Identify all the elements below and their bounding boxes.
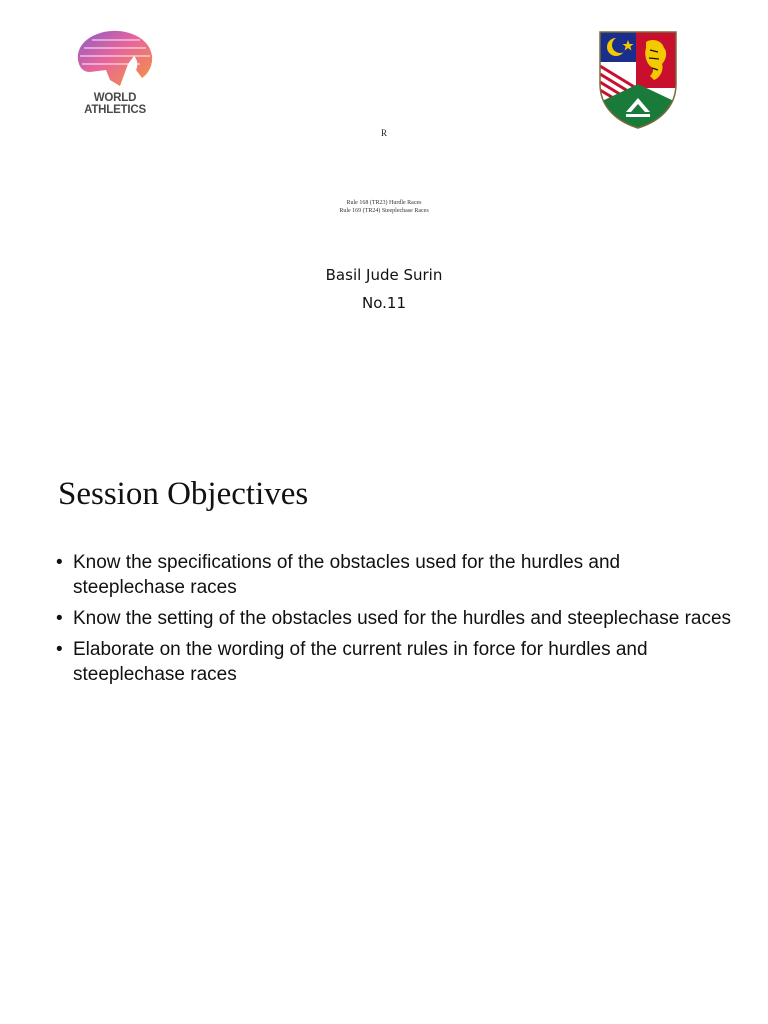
malaysia-crest-logo <box>596 28 680 132</box>
objectives-list <box>56 550 736 693</box>
objective-text: Elaborate on the wording of the current rules in force for hurdles and steeplechase races <box>73 639 648 685</box>
small-mark: R <box>380 128 387 138</box>
bullet-icon: • <box>56 552 63 573</box>
world-athletics-wordmark <box>70 92 160 116</box>
author-number: No.11 <box>362 294 406 312</box>
list-item <box>56 637 736 687</box>
objective-text: Know the specifications of the obstacles used for the hurdles and steeplechase races <box>73 552 621 598</box>
list-item <box>56 606 736 631</box>
section-title: Session Objectives <box>58 476 309 512</box>
author-name: Basil Jude Surin <box>325 266 443 284</box>
rules-reference <box>0 199 768 215</box>
logo-line-2: ATHLETICS <box>84 104 146 116</box>
crest-shield-icon <box>596 28 680 132</box>
rule-169: Rule 169 (TR24) Steeplechase Races <box>339 208 429 214</box>
author-block <box>0 261 768 317</box>
world-athletics-logo <box>70 26 160 122</box>
rule-168: Rule 168 (TR23) Hurdle Races <box>346 200 422 206</box>
list-item <box>56 550 736 600</box>
world-athletics-emblem-icon <box>70 26 160 90</box>
bullet-icon: • <box>56 639 63 660</box>
objective-text: Know the setting of the obstacles used for the hurdles and steeplechase races <box>73 608 732 629</box>
logo-line-1: WORLD <box>93 92 137 104</box>
bullet-icon: • <box>56 608 63 629</box>
